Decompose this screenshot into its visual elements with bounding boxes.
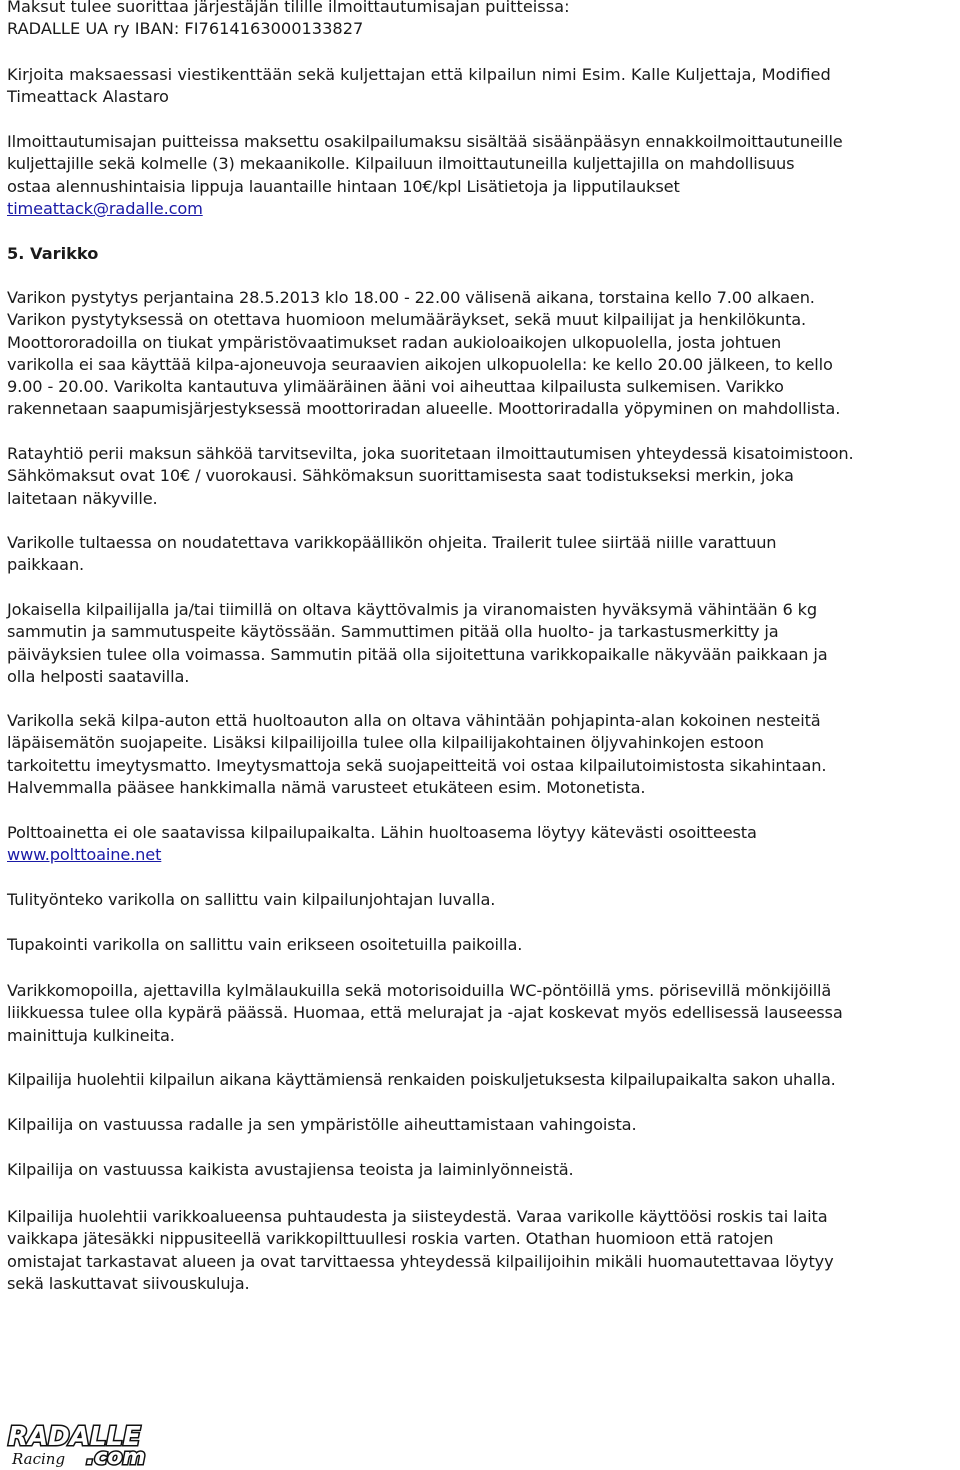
text-line: Varikolla sekä kilpa-auton että huoltoauton alla on oltava vähintään pohjapinta-alan kokoinen nesteitä bbox=[7, 711, 821, 730]
text-line: liikkuessa tulee olla kypärä päässä. Huomaa, että melurajat ja -ajat koskevat myös edellisessä lauseessa bbox=[7, 1003, 843, 1023]
text-line: Varikolle tultaessa on noudatettava varikkopäällikön ohjeita. Trailerit tulee siirtää niille varattuun bbox=[7, 533, 777, 552]
text-line: Varikon pystytys perjantaina 28.5.2013 klo 18.00 - 22.00 välisenä aikana, torstaina kello 7.00 alkaen. bbox=[7, 288, 815, 307]
text-line: olla helposti saatavilla. bbox=[7, 666, 190, 686]
fuel-link[interactable]: www.polttoaine.net bbox=[7, 845, 162, 865]
fire-paragraph: Tulityönteko varikolla on sallittu vain kilpailunjohtajan luvalla. bbox=[7, 890, 496, 909]
varikko-paragraph bbox=[7, 287, 960, 421]
text-line: Varikon pystytyksessä on otettava huomioon melumääräykset, sekä muut kilpailijat ja henkilökunta. bbox=[7, 310, 807, 330]
text-line: Timeattack Alastaro bbox=[7, 87, 169, 107]
text-line: sekä laskuttavat siivouskuluja. bbox=[7, 1273, 250, 1293]
section-heading: 5. Varikko bbox=[7, 244, 99, 263]
text-line: päiväyksien tulee olla voimassa. Sammutin pitää olla sijoitettuna varikkopaikalle näkyvään paikkaan ja bbox=[7, 644, 828, 664]
text-line: laitetaan näkyville. bbox=[7, 488, 158, 508]
groundcover-paragraph bbox=[7, 710, 960, 799]
text-line: ostaa alennushintaisia lippuja lauantaille hintaan 10€/kpl Lisätietoja ja lipputilaukset bbox=[7, 176, 680, 196]
text-line: rakennetaan saapumisjärjestyksessä moottoriradan alueelle. Moottoriradalla yöpyminen on mahdollista. bbox=[7, 399, 841, 419]
text-line: 9.00 - 20.00. Varikolta kantautuva ylimääräinen ääni voi aiheuttaa kilpailusta sulkemisen. Varikko bbox=[7, 377, 784, 397]
text-line: mainittuja kulkineita. bbox=[7, 1025, 175, 1045]
liability-paragraph-2: Kilpailija on vastuussa kaikista avustajiensa teoista ja laiminlyönneistä. bbox=[7, 1160, 574, 1179]
text-line: kuljettajille sekä kolmelle (3) mekaanikolle. Kilpailuun ilmoittautuneilla kuljettajilla on mahdollisuus bbox=[7, 154, 795, 174]
email-link[interactable]: timeattack@radalle.com bbox=[7, 198, 203, 218]
text-line: paikkaan. bbox=[7, 555, 85, 575]
text-line: Polttoainetta ei ole saatavissa kilpailupaikalta. Lähin huoltoasema löytyy kätevästi osoitteesta bbox=[7, 823, 757, 842]
cleanliness-paragraph bbox=[7, 1206, 960, 1295]
text-line: Maksut tulee suorittaa järjestäjän tilille ilmoittautumisajan puitteissa: bbox=[7, 0, 570, 16]
text-line: omistajat tarkastavat alueen ja ovat tarvittaessa yhteydessä kilpailijoihin mikäli huomautettavaa löytyy bbox=[7, 1251, 834, 1271]
liability-paragraph-1: Kilpailija on vastuussa radalle ja sen ympäristölle aiheuttamistaan vahingoista. bbox=[7, 1115, 637, 1134]
smoking-paragraph: Tupakointi varikolla on sallittu vain erikseen osoitetuilla paikoilla. bbox=[7, 935, 523, 954]
tyres-paragraph: Kilpailija huolehtii kilpailun aikana käyttämiensä renkaiden poiskuljetuksesta kilpailupaikalta sakon uhalla. bbox=[7, 1070, 836, 1089]
text-line: varikolla ei saa käyttää kilpa-ajoneuvoja seuraavien aikojen ulkopuolella: ke kello 20.00 jälkeen, to kello bbox=[7, 354, 833, 374]
text-line: Ilmoittautumisajan puitteissa maksettu osakilpailumaksu sisältää sisäänpääsyn ennakkoilmoittautuneille bbox=[7, 132, 843, 151]
text-line: Varikkomopoilla, ajettavilla kylmälaukuilla sekä motorisoiduilla WC-pöntöillä yms. pörisevillä mönkijöillä bbox=[7, 981, 832, 1000]
electricity-paragraph bbox=[7, 443, 960, 510]
payment-message-paragraph bbox=[7, 64, 960, 109]
logo-sub-text: Racing bbox=[12, 1450, 66, 1468]
radalle-logo bbox=[4, 1420, 180, 1468]
text-line: Ratayhtiö perii maksun sähköä tarvitsevilta, joka suoritetaan ilmoittautumisen yhteydessä kisatoimistoon. bbox=[7, 444, 854, 463]
logo-main-text: RADALLE bbox=[8, 1422, 141, 1452]
text-line: läpäisemätön suojapeite. Lisäksi kilpailijoilla tulee olla kilpailijakohtainen öljyvahinkojen estoon bbox=[7, 733, 764, 753]
fee-paragraph bbox=[7, 131, 960, 220]
fuel-paragraph bbox=[7, 822, 960, 867]
text-line: Kilpailija huolehtii varikkoalueensa puhtaudesta ja siisteydestä. Varaa varikolle käyttöösi roskis tai laita bbox=[7, 1207, 828, 1226]
vehicles-paragraph bbox=[7, 980, 960, 1047]
logo-suffix-text: .com bbox=[86, 1445, 146, 1468]
extinguisher-paragraph bbox=[7, 599, 960, 688]
text-line: tarkoitettu imeytysmatto. Imeytysmattoja sekä suojapeitteitä voi ostaa kilpailutoimistosta sikahintaan. bbox=[7, 755, 827, 775]
text-line: Kirjoita maksaessasi viestikenttään sekä kuljettajan että kilpailun nimi Esim. Kalle Kuljettaja, Modified bbox=[7, 65, 831, 84]
text-line: Sähkömaksut ovat 10€ / vuorokausi. Sähkömaksun suorittamisesta saat todistukseksi merkin, joka bbox=[7, 466, 794, 486]
instructions-paragraph bbox=[7, 532, 960, 577]
text-line: Jokaisella kilpailijalla ja/tai tiimillä on oltava käyttövalmis ja viranomaisten hyväksymä vähintään 6 kg bbox=[7, 600, 817, 619]
text-line: RADALLE UA ry IBAN: FI7614163000133827 bbox=[7, 19, 364, 39]
text-line: sammutin ja sammutuspeite käytössään. Sammuttimen pitää olla huolto- ja tarkastusmerkitty ja bbox=[7, 622, 779, 642]
text-line: vaikkapa jätesäkki nippusiteellä varikkopilttuullesi roskia varten. Otathan huomioon että ratojen bbox=[7, 1229, 774, 1249]
payment-paragraph bbox=[7, 0, 960, 41]
text-line: Halvemmalla pääsee hankkimalla nämä varusteet etukäteen esim. Motonetista. bbox=[7, 777, 646, 797]
text-line: Moottororadoilla on tiukat ympäristövaatimukset radan aukioloaikojen ulkopuolella, josta johtuen bbox=[7, 332, 782, 352]
